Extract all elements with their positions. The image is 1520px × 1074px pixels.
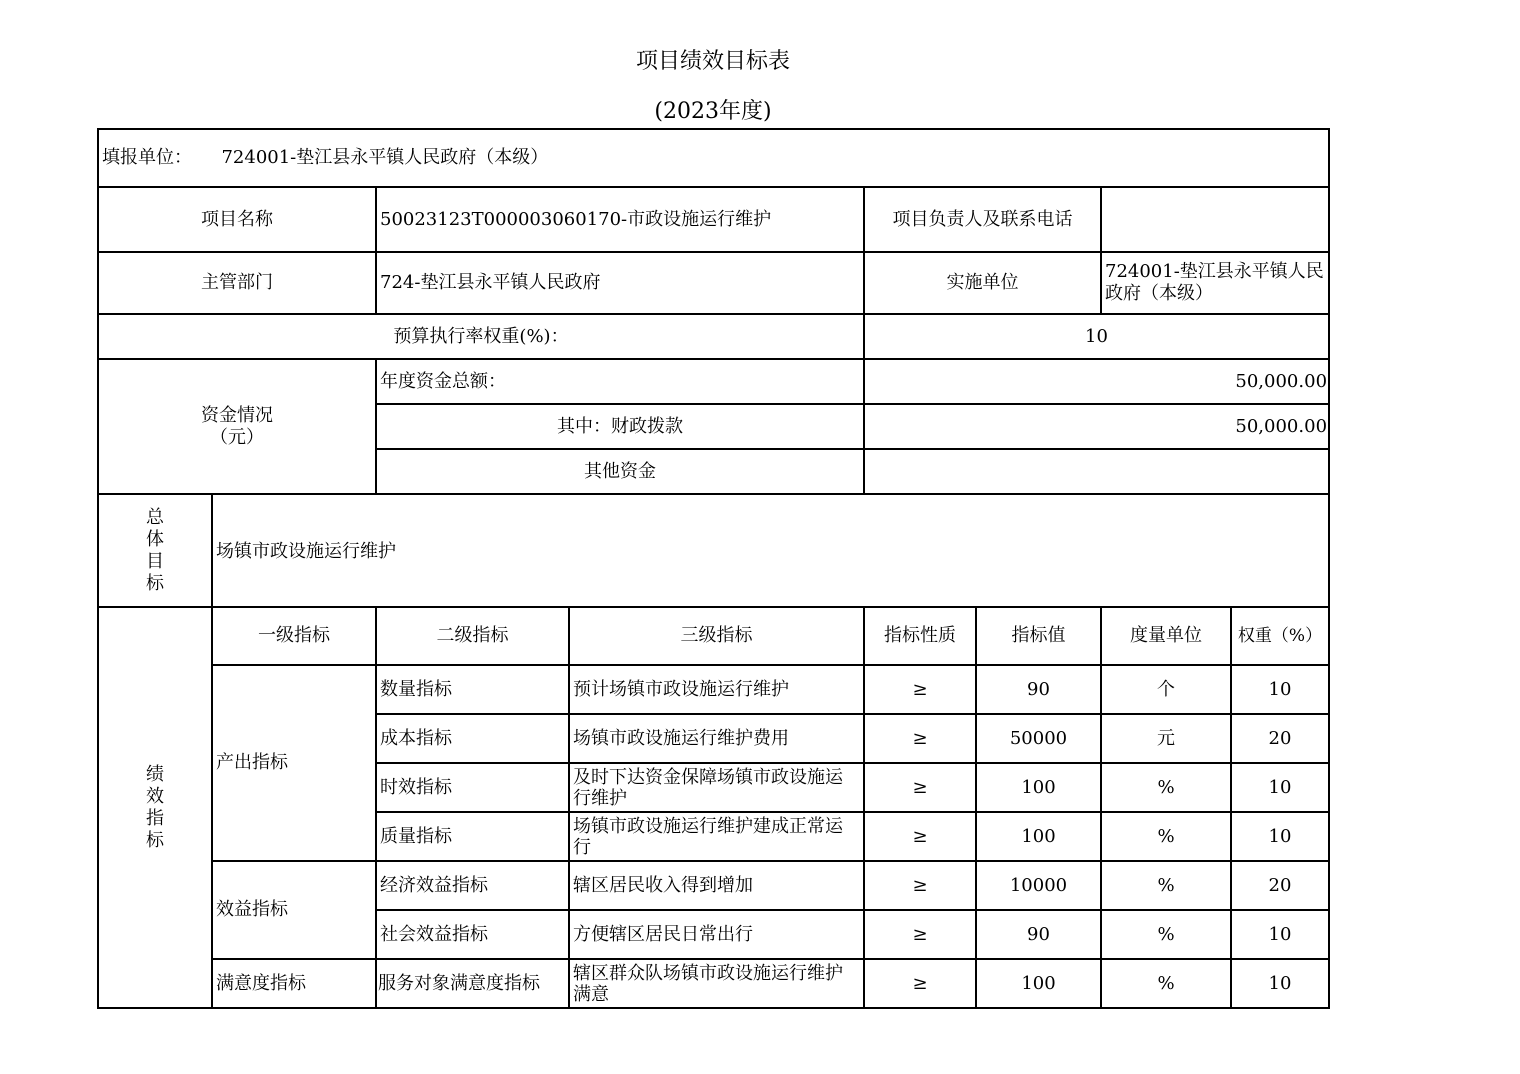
project-name-label: 项目名称 bbox=[98, 187, 376, 252]
overall-target-value: 场镇市政设施运行维护 bbox=[212, 494, 1329, 607]
fill-unit-value: 724001-垫江县永平镇人民政府（本级） bbox=[221, 147, 549, 168]
overall-label-char: 标 bbox=[146, 572, 164, 594]
nature-cell: ≥ bbox=[864, 861, 976, 910]
level3-cell: 场镇市政设施运行维护建成正常运行 bbox=[569, 812, 864, 861]
indicator-header-row bbox=[98, 607, 1329, 665]
level1-benefit: 效益指标 bbox=[212, 861, 376, 959]
funds-label-line1: 资金情况 bbox=[201, 404, 273, 426]
overall-target-row bbox=[98, 494, 1329, 607]
performance-target-table bbox=[97, 128, 1330, 1009]
fill-unit-cell bbox=[98, 129, 1329, 187]
unit-cell: 个 bbox=[1101, 665, 1231, 714]
page-subtitle: (2023年度) bbox=[654, 99, 772, 124]
level2-cell: 服务对象满意度指标 bbox=[376, 959, 569, 1008]
header-unit: 度量单位 bbox=[1101, 607, 1231, 665]
perf-label-char: 效 bbox=[146, 785, 164, 807]
budget-rate-label: 预算执行率权重(%)： bbox=[98, 314, 864, 359]
funds-total-label: 年度资金总额： bbox=[376, 359, 864, 404]
level2-cell: 质量指标 bbox=[376, 812, 569, 861]
header-level3: 三级指标 bbox=[569, 607, 864, 665]
funds-other-label: 其他资金 bbox=[376, 449, 864, 494]
nature-cell: ≥ bbox=[864, 910, 976, 959]
level3-cell: 辖区居民收入得到增加 bbox=[569, 861, 864, 910]
weight-cell: 20 bbox=[1231, 714, 1329, 763]
level3-cell: 场镇市政设施运行维护费用 bbox=[569, 714, 864, 763]
unit-cell: % bbox=[1101, 910, 1231, 959]
nature-cell: ≥ bbox=[864, 763, 976, 812]
header-value: 指标值 bbox=[976, 607, 1101, 665]
header-weight: 权重（%） bbox=[1231, 607, 1329, 665]
weight-cell: 10 bbox=[1231, 959, 1329, 1008]
weight-cell: 20 bbox=[1231, 861, 1329, 910]
weight-cell: 10 bbox=[1231, 665, 1329, 714]
weight-cell: 10 bbox=[1231, 763, 1329, 812]
funds-fiscal-label: 其中：财政拨款 bbox=[376, 404, 864, 449]
impl-unit-value: 724001-垫江县永平镇人民政府（本级） bbox=[1101, 252, 1329, 314]
impl-unit-label: 实施单位 bbox=[864, 252, 1101, 314]
budget-rate-row bbox=[98, 314, 1329, 359]
funds-fiscal-value: 50,000.00 bbox=[864, 404, 1329, 449]
value-cell: 10000 bbox=[976, 861, 1101, 910]
nature-cell: ≥ bbox=[864, 959, 976, 1008]
header-nature: 指标性质 bbox=[864, 607, 976, 665]
level2-cell: 时效指标 bbox=[376, 763, 569, 812]
project-name-value: 50023123T000003060170-市政设施运行维护 bbox=[376, 187, 864, 252]
perf-label-char: 绩 bbox=[146, 763, 164, 785]
header-level1: 一级指标 bbox=[212, 607, 376, 665]
overall-label-char: 目 bbox=[146, 550, 164, 572]
unit-cell: 元 bbox=[1101, 714, 1231, 763]
value-cell: 100 bbox=[976, 959, 1101, 1008]
overall-target-label bbox=[98, 494, 212, 607]
unit-cell: % bbox=[1101, 861, 1231, 910]
funds-other-value bbox=[864, 449, 1329, 494]
nature-cell: ≥ bbox=[864, 812, 976, 861]
funds-total-row bbox=[98, 359, 1329, 404]
funds-label bbox=[98, 359, 376, 494]
nature-cell: ≥ bbox=[864, 714, 976, 763]
level2-cell: 成本指标 bbox=[376, 714, 569, 763]
level3-cell: 辖区群众队场镇市政设施运行维护满意 bbox=[569, 959, 864, 1008]
level3-cell: 及时下达资金保障场镇市政设施运行维护 bbox=[569, 763, 864, 812]
level2-cell: 经济效益指标 bbox=[376, 861, 569, 910]
weight-cell: 10 bbox=[1231, 812, 1329, 861]
overall-label-char: 体 bbox=[146, 528, 164, 550]
perf-label-char: 指 bbox=[146, 807, 164, 829]
value-cell: 90 bbox=[976, 665, 1101, 714]
funds-label-line2: （元） bbox=[210, 426, 264, 448]
level2-cell: 社会效益指标 bbox=[376, 910, 569, 959]
unit-cell: % bbox=[1101, 959, 1231, 1008]
dept-value: 724-垫江县永平镇人民政府 bbox=[376, 252, 864, 314]
fill-unit-row bbox=[98, 129, 1329, 187]
overall-label-char: 总 bbox=[146, 506, 164, 528]
level1-satisfaction: 满意度指标 bbox=[212, 959, 376, 1008]
dept-label: 主管部门 bbox=[98, 252, 376, 314]
project-contact-label: 项目负责人及联系电话 bbox=[864, 187, 1101, 252]
indicator-row bbox=[98, 861, 1329, 910]
budget-rate-value: 10 bbox=[864, 314, 1329, 359]
value-cell: 50000 bbox=[976, 714, 1101, 763]
performance-indicators-label bbox=[98, 607, 212, 1008]
header-level2: 二级指标 bbox=[376, 607, 569, 665]
project-name-row bbox=[98, 187, 1329, 252]
fill-unit-label: 填报单位： bbox=[102, 147, 192, 168]
nature-cell: ≥ bbox=[864, 665, 976, 714]
indicator-row bbox=[98, 959, 1329, 1008]
unit-cell: % bbox=[1101, 763, 1231, 812]
page-title: 项目绩效目标表 bbox=[635, 49, 790, 74]
level3-cell: 预计场镇市政设施运行维护 bbox=[569, 665, 864, 714]
project-contact-value bbox=[1101, 187, 1329, 252]
perf-label-char: 标 bbox=[146, 829, 164, 851]
value-cell: 100 bbox=[976, 763, 1101, 812]
level2-cell: 数量指标 bbox=[376, 665, 569, 714]
department-row bbox=[98, 252, 1329, 314]
value-cell: 90 bbox=[976, 910, 1101, 959]
level1-output: 产出指标 bbox=[212, 665, 376, 861]
indicator-row bbox=[98, 665, 1329, 714]
funds-total-value: 50,000.00 bbox=[864, 359, 1329, 404]
level3-cell: 方便辖区居民日常出行 bbox=[569, 910, 864, 959]
weight-cell: 10 bbox=[1231, 910, 1329, 959]
value-cell: 100 bbox=[976, 812, 1101, 861]
unit-cell: % bbox=[1101, 812, 1231, 861]
